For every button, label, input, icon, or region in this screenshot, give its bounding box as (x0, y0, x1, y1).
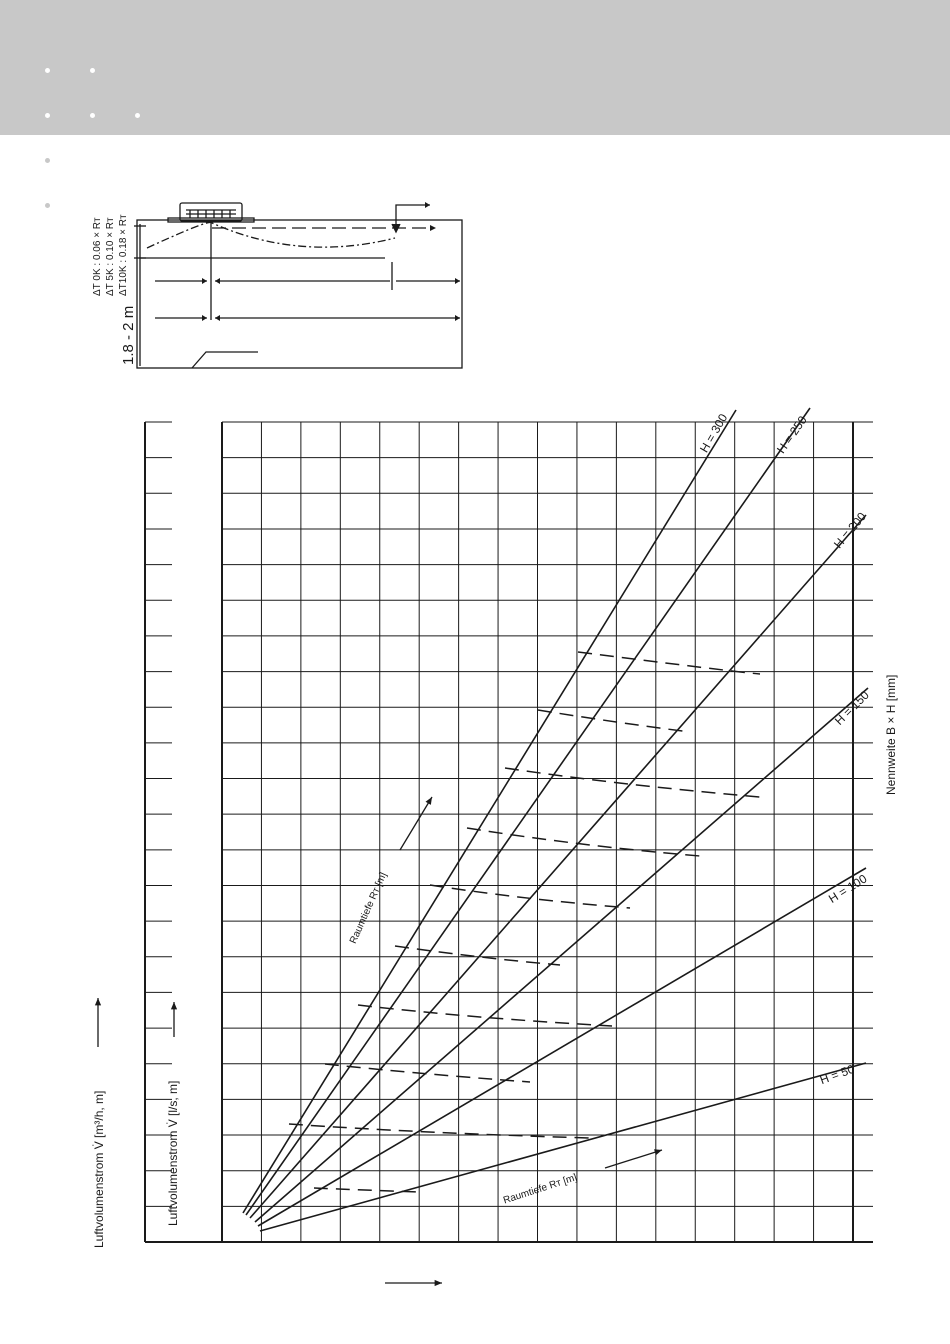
raumtiefe-dashed-curve (358, 1005, 612, 1026)
y-axis-arrow-outer-head (95, 998, 101, 1005)
series-label-h150: H = 150 (832, 688, 872, 728)
raumtiefe-dashed-curve (467, 828, 700, 856)
x-axis-arrow-head (435, 1280, 442, 1286)
y-axis-arrow-inner-head (171, 1002, 177, 1009)
raumtiefe-label-steep: Raumtiefe Rт [m] (348, 870, 390, 946)
height-label: 1.8 - 2 m (120, 305, 137, 365)
series-line-h200 (250, 515, 866, 1218)
raumtiefe-label-flat: Raumtiefe Rт [m] (502, 1172, 579, 1207)
dt-label-0: ΔT 0K : 0.06 × Rт (92, 217, 103, 296)
raumtiefe-arrow-flat-head (654, 1149, 662, 1155)
right-axis-label: Nennweite B × H [mm] (884, 674, 898, 795)
series-line-h300 (243, 410, 736, 1213)
chart-grid (145, 422, 873, 1242)
series-line-h150 (255, 688, 868, 1222)
series-label-h50: H = 50 (818, 1061, 857, 1088)
raumtiefe-dashed-curve (395, 946, 560, 965)
raumtiefe-arrow-flat (605, 1150, 662, 1168)
raumtiefe-dashed-curve (289, 1124, 590, 1138)
raumtiefe-dashed-curve (325, 1064, 530, 1082)
raumtiefe-dashed-curve (578, 652, 760, 674)
y-axis-label-inner: Luftvolumenstrom V̇ [l/s, m] (166, 1080, 180, 1226)
raumtiefe-arrow-steep-head (426, 797, 432, 805)
series-label-h250: H = 250 (774, 413, 810, 457)
dt-label-2: ΔT10K : 0.18 × Rт (118, 214, 129, 296)
raumtiefe-arrow-steep (400, 797, 432, 850)
series-label-h300: H = 300 (697, 411, 731, 455)
series-line-h100 (258, 868, 866, 1226)
dt-label-1: ΔT 5K : 0.10 × Rт (105, 217, 116, 296)
raumtiefe-dashed-curve (538, 710, 690, 732)
series-line-h50 (260, 1063, 866, 1231)
y-axis-label-outer: Luftvolumenstrom V̇ [m³/h, m] (92, 1090, 106, 1248)
series-label-h100: H = 100 (826, 871, 870, 906)
series-label-h200: H = 200 (831, 509, 869, 551)
raumtiefe-dashed-curve (430, 885, 630, 908)
